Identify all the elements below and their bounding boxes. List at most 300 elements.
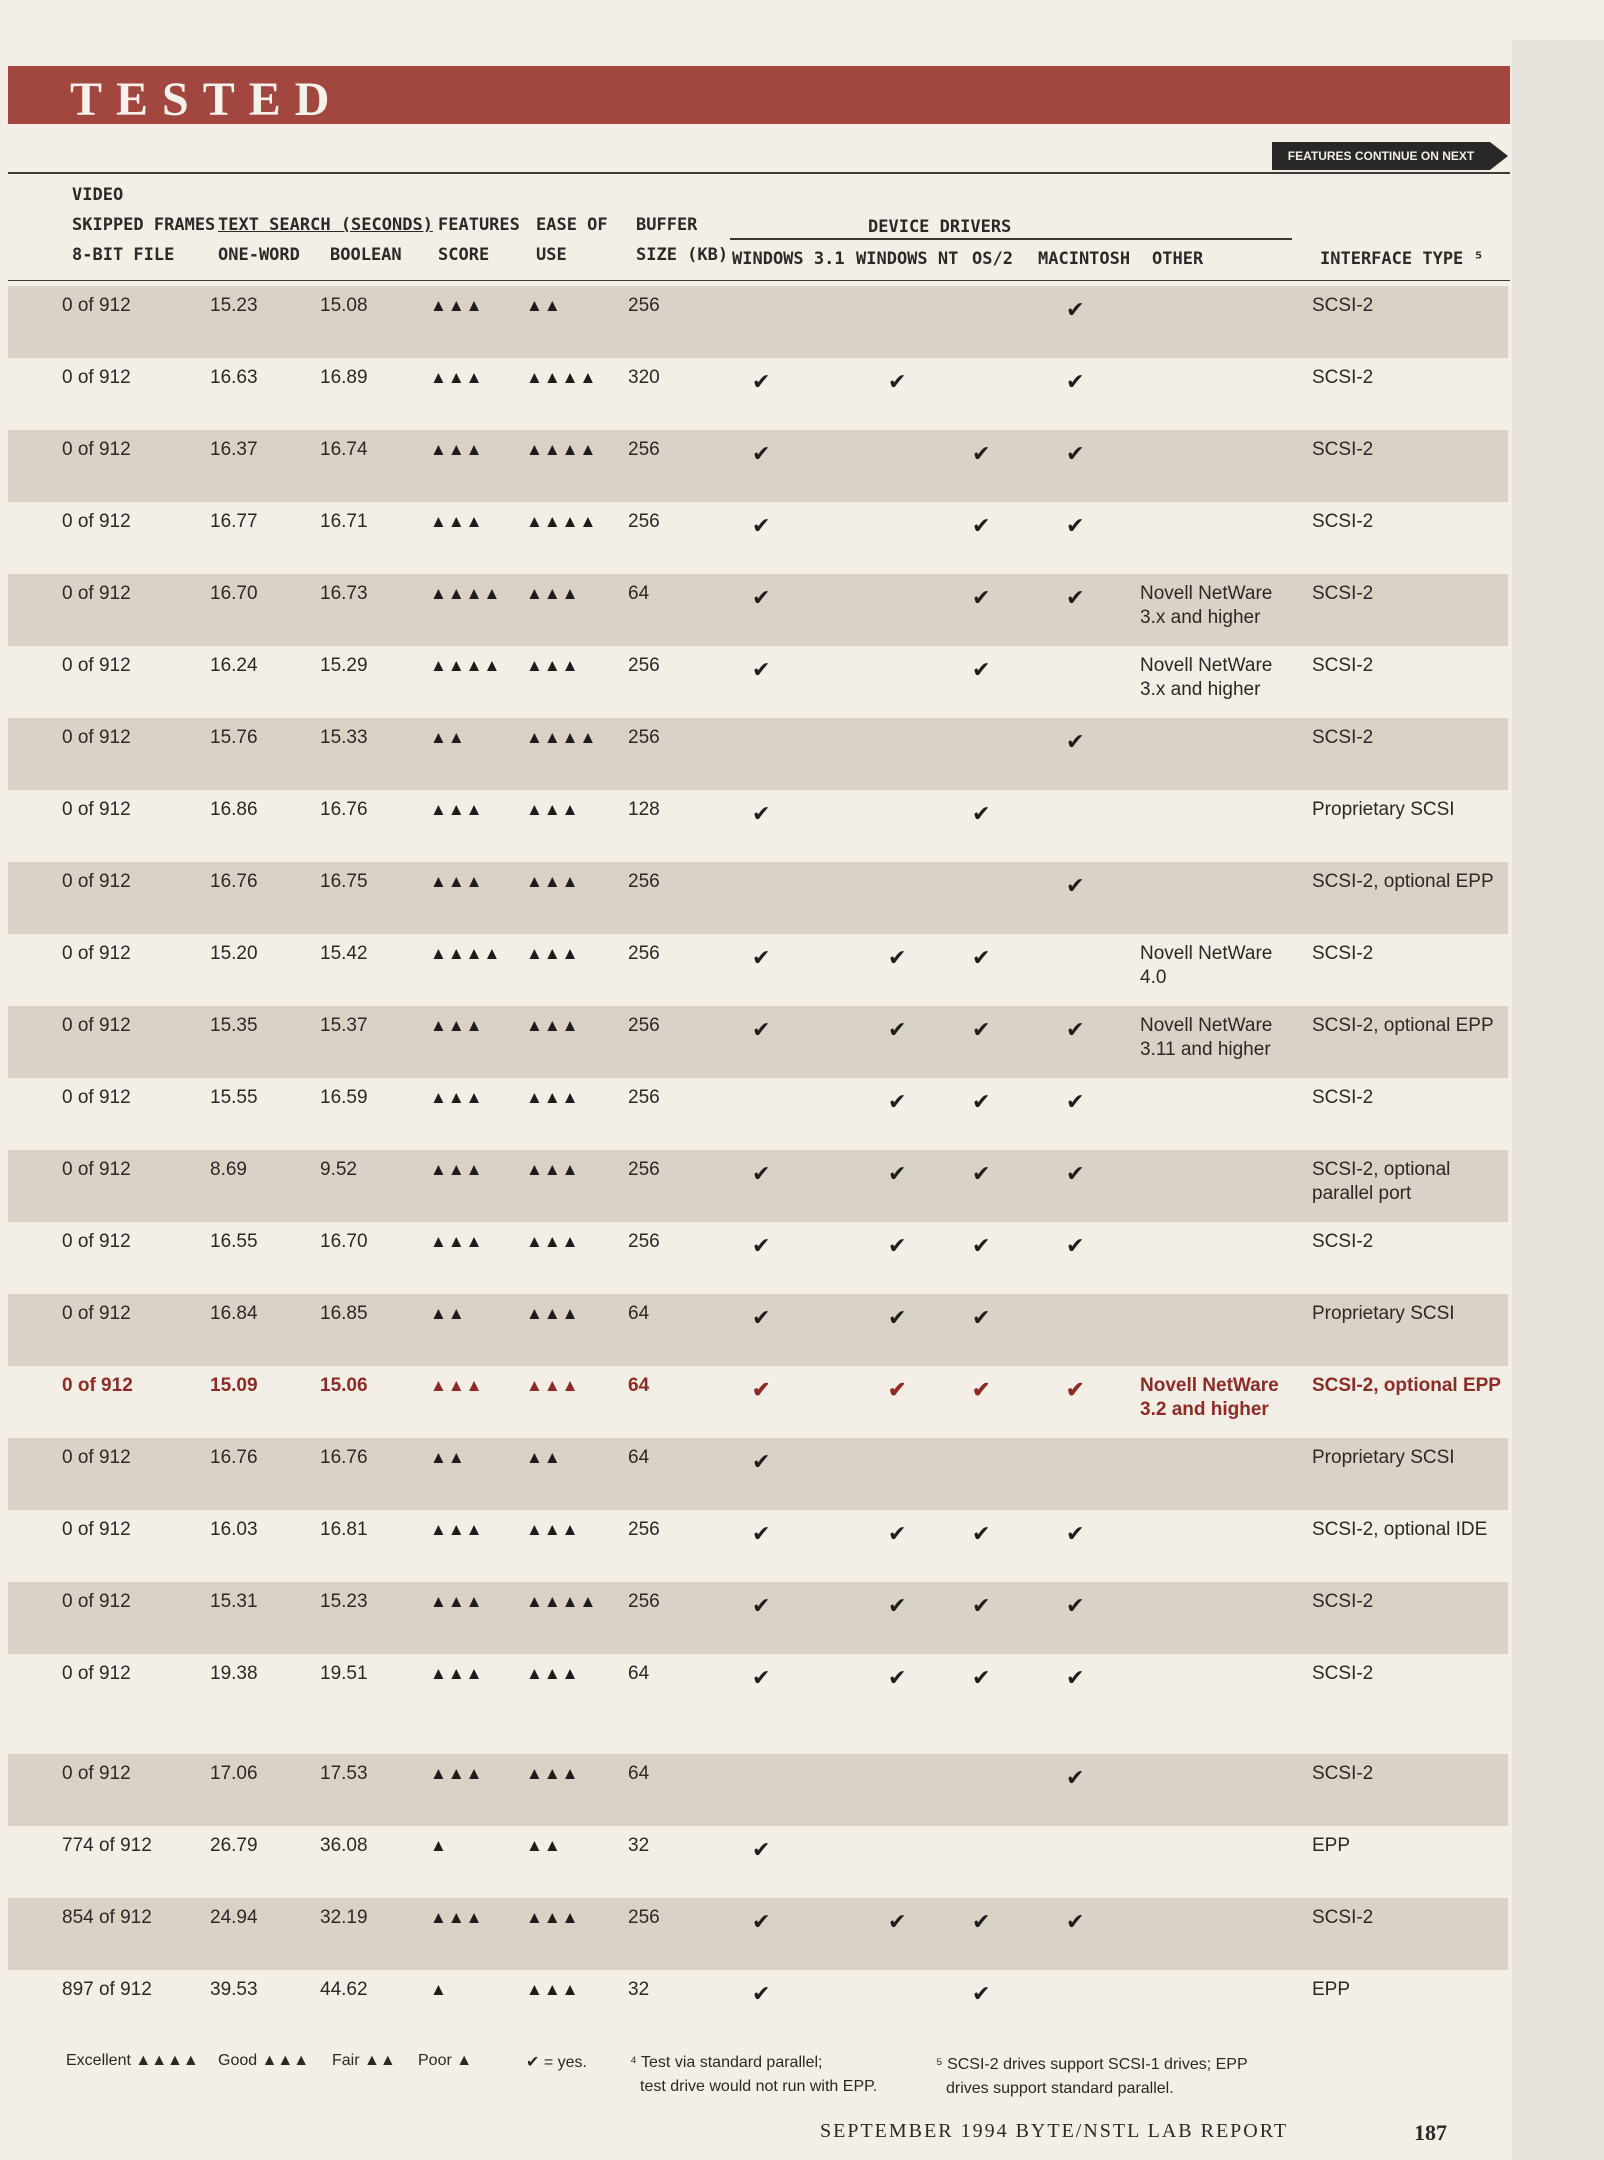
cell-buffer: 320 bbox=[628, 367, 660, 388]
cell-windows31-check: ✔ bbox=[752, 441, 771, 466]
cell-interface: SCSI-2 bbox=[1312, 295, 1374, 316]
cell-interface: SCSI-2, optional EPP bbox=[1312, 871, 1494, 892]
cell-os2-check: ✔ bbox=[972, 1089, 991, 1114]
cell-ease-rating: ▲▲▲ bbox=[526, 1016, 580, 1035]
header-top-rule bbox=[8, 172, 1510, 174]
cell-os2-check: ✔ bbox=[972, 657, 991, 682]
table-row bbox=[8, 1222, 1508, 1294]
cell-ease-rating: ▲▲▲ bbox=[526, 872, 580, 891]
cell-windows31-check: ✔ bbox=[752, 1837, 771, 1862]
cell-interface: SCSI-2 bbox=[1312, 1763, 1374, 1784]
cell-ease-rating: ▲▲ bbox=[526, 1836, 562, 1855]
cell-features-rating: ▲ bbox=[430, 1980, 448, 1999]
cell-boolean: 16.89 bbox=[320, 367, 368, 388]
cell-macintosh-check: ✔ bbox=[1066, 729, 1085, 754]
cell-windowsnt-check: ✔ bbox=[888, 1665, 907, 1690]
page-edge-strip bbox=[1512, 40, 1604, 2160]
table-row bbox=[8, 1654, 1508, 1726]
cell-buffer: 64 bbox=[628, 1447, 650, 1468]
cell-boolean: 15.42 bbox=[320, 943, 368, 964]
cell-buffer: 256 bbox=[628, 1015, 660, 1036]
cell-windowsnt-check: ✔ bbox=[888, 1377, 907, 1402]
cell-video: 0 of 912 bbox=[62, 1763, 131, 1784]
cell-boolean: 15.33 bbox=[320, 727, 368, 748]
cell-boolean: 16.74 bbox=[320, 439, 368, 460]
cell-boolean: 16.76 bbox=[320, 1447, 368, 1468]
cell-os2-check: ✔ bbox=[972, 441, 991, 466]
cell-one-word: 16.76 bbox=[210, 1447, 258, 1468]
footnote-4-line2: test drive would not run with EPP. bbox=[640, 2078, 878, 2095]
header-features-line2: SCORE bbox=[438, 245, 490, 265]
cell-windowsnt-check: ✔ bbox=[888, 945, 907, 970]
page-number: 187 bbox=[1414, 2120, 1447, 2145]
cell-windowsnt-check: ✔ bbox=[888, 1089, 907, 1114]
cell-interface: SCSI-2 bbox=[1312, 655, 1374, 676]
cell-interface: SCSI-2 bbox=[1312, 727, 1374, 748]
cell-macintosh-check: ✔ bbox=[1066, 1765, 1085, 1790]
cell-one-word: 16.84 bbox=[210, 1303, 258, 1324]
cell-buffer: 256 bbox=[628, 1519, 660, 1540]
cell-other: Novell NetWare 3.2 and higher bbox=[1140, 1375, 1279, 1420]
header-text-search-group: TEXT SEARCH (SECONDS) bbox=[218, 215, 433, 235]
cell-interface: SCSI-2 bbox=[1312, 511, 1374, 532]
arrow-right-icon bbox=[1490, 142, 1508, 170]
cell-interface: SCSI-2 bbox=[1312, 1907, 1374, 1928]
cell-boolean: 15.08 bbox=[320, 295, 368, 316]
cell-video: 0 of 912 bbox=[62, 1303, 131, 1324]
cell-interface: SCSI-2 bbox=[1312, 439, 1374, 460]
cell-one-word: 15.20 bbox=[210, 943, 258, 964]
cell-video: 0 of 912 bbox=[62, 1231, 131, 1252]
cell-features-rating: ▲▲▲ bbox=[430, 1592, 484, 1611]
cell-macintosh-check: ✔ bbox=[1066, 1593, 1085, 1618]
cell-ease-rating: ▲▲▲ bbox=[526, 944, 580, 963]
header-buffer-line2: SIZE (KB) bbox=[636, 245, 729, 265]
header-interface: INTERFACE TYPE ⁵ bbox=[1320, 249, 1484, 269]
table-row bbox=[8, 1754, 1508, 1826]
cell-os2-check: ✔ bbox=[972, 1593, 991, 1618]
cell-windowsnt-check: ✔ bbox=[888, 1593, 907, 1618]
header-video-line3: 8-BIT FILE bbox=[72, 245, 175, 265]
cell-ease-rating: ▲▲▲ bbox=[526, 1304, 580, 1323]
cell-video: 0 of 912 bbox=[62, 583, 131, 604]
cell-boolean: 44.62 bbox=[320, 1979, 368, 2000]
cell-interface: SCSI-2 bbox=[1312, 367, 1374, 388]
cell-macintosh-check: ✔ bbox=[1066, 1521, 1085, 1546]
cell-windows31-check: ✔ bbox=[752, 1377, 771, 1402]
cell-features-rating: ▲▲▲ bbox=[430, 1908, 484, 1927]
cell-buffer: 256 bbox=[628, 871, 660, 892]
cell-interface: Proprietary SCSI bbox=[1312, 1447, 1455, 1468]
header-device-drivers-group: DEVICE DRIVERS bbox=[868, 217, 1012, 237]
cell-macintosh-check: ✔ bbox=[1066, 297, 1085, 322]
cell-features-rating: ▲ bbox=[430, 1836, 448, 1855]
cell-os2-check: ✔ bbox=[972, 801, 991, 826]
cell-interface: SCSI-2 bbox=[1312, 1591, 1374, 1612]
banner-title: TESTED bbox=[70, 73, 344, 126]
cell-macintosh-check: ✔ bbox=[1066, 1377, 1085, 1402]
cell-ease-rating: ▲▲▲ bbox=[526, 1980, 580, 1999]
cell-buffer: 256 bbox=[628, 1907, 660, 1928]
cell-boolean: 15.37 bbox=[320, 1015, 368, 1036]
table-row bbox=[8, 430, 1508, 502]
cell-macintosh-check: ✔ bbox=[1066, 1909, 1085, 1934]
cell-windows31-check: ✔ bbox=[752, 657, 771, 682]
cell-macintosh-check: ✔ bbox=[1066, 1665, 1085, 1690]
page-footer: SEPTEMBER 1994 BYTE/NSTL LAB REPORT bbox=[820, 2120, 1289, 2142]
cell-features-rating: ▲▲▲▲ bbox=[430, 656, 502, 675]
cell-ease-rating: ▲▲ bbox=[526, 296, 562, 315]
cell-one-word: 16.77 bbox=[210, 511, 258, 532]
cell-os2-check: ✔ bbox=[972, 1017, 991, 1042]
cell-video: 0 of 912 bbox=[62, 1159, 131, 1180]
cell-ease-rating: ▲▲▲ bbox=[526, 1376, 580, 1395]
cell-one-word: 24.94 bbox=[210, 1907, 258, 1928]
cell-ease-rating: ▲▲▲▲ bbox=[526, 440, 598, 459]
cell-windows31-check: ✔ bbox=[752, 369, 771, 394]
table-row bbox=[8, 1970, 1508, 2042]
header-other: OTHER bbox=[1152, 249, 1204, 269]
cell-buffer: 256 bbox=[628, 1087, 660, 1108]
table-row bbox=[8, 862, 1508, 934]
cell-other: Novell NetWare 3.x and higher bbox=[1140, 655, 1273, 700]
cell-features-rating: ▲▲▲ bbox=[430, 800, 484, 819]
cell-video: 0 of 912 bbox=[62, 1087, 131, 1108]
cell-interface: SCSI-2, optional parallel port bbox=[1312, 1159, 1451, 1204]
cell-os2-check: ✔ bbox=[972, 1305, 991, 1330]
cell-windows31-check: ✔ bbox=[752, 1233, 771, 1258]
cell-buffer: 64 bbox=[628, 1375, 650, 1396]
cell-macintosh-check: ✔ bbox=[1066, 585, 1085, 610]
cell-buffer: 32 bbox=[628, 1979, 650, 2000]
cell-ease-rating: ▲▲▲ bbox=[526, 1232, 580, 1251]
cell-boolean: 15.06 bbox=[320, 1375, 368, 1396]
cell-windowsnt-check: ✔ bbox=[888, 1305, 907, 1330]
cell-os2-check: ✔ bbox=[972, 513, 991, 538]
cell-boolean: 17.53 bbox=[320, 1763, 368, 1784]
cell-one-word: 39.53 bbox=[210, 1979, 258, 2000]
legend-yes: ✔ = yes. bbox=[526, 2054, 587, 2071]
cell-ease-rating: ▲▲▲▲ bbox=[526, 368, 598, 387]
cell-os2-check: ✔ bbox=[972, 1161, 991, 1186]
cell-ease-rating: ▲▲▲ bbox=[526, 1088, 580, 1107]
cell-buffer: 256 bbox=[628, 655, 660, 676]
cell-windows31-check: ✔ bbox=[752, 1161, 771, 1186]
header-one-word: ONE-WORD bbox=[218, 245, 300, 265]
cell-boolean: 36.08 bbox=[320, 1835, 368, 1856]
cell-ease-rating: ▲▲ bbox=[526, 1448, 562, 1467]
table-row bbox=[8, 646, 1508, 718]
cell-video: 854 of 912 bbox=[62, 1907, 152, 1928]
cell-windows31-check: ✔ bbox=[752, 585, 771, 610]
cell-ease-rating: ▲▲▲ bbox=[526, 800, 580, 819]
continue-note: FEATURES CONTINUE ON NEXT PAGE bbox=[1272, 142, 1490, 170]
cell-os2-check: ✔ bbox=[972, 1521, 991, 1546]
header-ease-line2: USE bbox=[536, 245, 567, 265]
cell-buffer: 256 bbox=[628, 1159, 660, 1180]
cell-video: 0 of 912 bbox=[62, 655, 131, 676]
cell-video: 0 of 912 bbox=[62, 1375, 133, 1396]
cell-buffer: 256 bbox=[628, 727, 660, 748]
header-features-line1: FEATURES bbox=[438, 215, 520, 235]
cell-features-rating: ▲▲ bbox=[430, 728, 466, 747]
table-row bbox=[8, 1898, 1508, 1970]
footnote-4-line1: ⁴ Test via standard parallel; bbox=[630, 2054, 823, 2071]
cell-ease-rating: ▲▲▲▲ bbox=[526, 1592, 598, 1611]
table-row bbox=[8, 790, 1508, 862]
cell-other: Novell NetWare 3.11 and higher bbox=[1140, 1015, 1273, 1060]
table-row bbox=[8, 934, 1508, 1006]
footnote-5-line1: ⁵ SCSI-2 drives support SCSI-1 drives; EPP bbox=[936, 2056, 1248, 2073]
cell-ease-rating: ▲▲▲▲ bbox=[526, 728, 598, 747]
footnote-5-line2: drives support standard parallel. bbox=[946, 2080, 1174, 2097]
table-row bbox=[8, 1826, 1508, 1898]
cell-windows31-check: ✔ bbox=[752, 1593, 771, 1618]
cell-os2-check: ✔ bbox=[972, 1665, 991, 1690]
cell-interface: Proprietary SCSI bbox=[1312, 1303, 1455, 1324]
cell-boolean: 16.59 bbox=[320, 1087, 368, 1108]
cell-buffer: 256 bbox=[628, 439, 660, 460]
cell-buffer: 32 bbox=[628, 1835, 650, 1856]
cell-video: 0 of 912 bbox=[62, 295, 131, 316]
cell-ease-rating: ▲▲▲▲ bbox=[526, 512, 598, 531]
table-row bbox=[8, 1150, 1508, 1222]
cell-boolean: 16.70 bbox=[320, 1231, 368, 1252]
cell-features-rating: ▲▲▲ bbox=[430, 512, 484, 531]
cell-one-word: 15.09 bbox=[210, 1375, 258, 1396]
cell-buffer: 64 bbox=[628, 583, 650, 604]
cell-features-rating: ▲▲▲ bbox=[430, 872, 484, 891]
cell-ease-rating: ▲▲▲ bbox=[526, 1764, 580, 1783]
cell-macintosh-check: ✔ bbox=[1066, 1233, 1085, 1258]
cell-interface: SCSI-2 bbox=[1312, 583, 1374, 604]
cell-interface: SCSI-2 bbox=[1312, 1087, 1374, 1108]
cell-features-rating: ▲▲▲ bbox=[430, 1016, 484, 1035]
cell-windows31-check: ✔ bbox=[752, 1017, 771, 1042]
cell-one-word: 19.38 bbox=[210, 1663, 258, 1684]
cell-macintosh-check: ✔ bbox=[1066, 369, 1085, 394]
cell-one-word: 16.37 bbox=[210, 439, 258, 460]
cell-windowsnt-check: ✔ bbox=[888, 1017, 907, 1042]
cell-boolean: 16.81 bbox=[320, 1519, 368, 1540]
table-row bbox=[8, 1006, 1508, 1078]
header-macintosh: MACINTOSH bbox=[1038, 249, 1131, 269]
cell-buffer: 256 bbox=[628, 1591, 660, 1612]
cell-interface: Proprietary SCSI bbox=[1312, 799, 1455, 820]
header-video-line2: SKIPPED FRAMES bbox=[72, 215, 216, 235]
cell-windows31-check: ✔ bbox=[752, 945, 771, 970]
cell-ease-rating: ▲▲▲ bbox=[526, 1908, 580, 1927]
cell-video: 897 of 912 bbox=[62, 1979, 152, 2000]
header-ease-line1: EASE OF bbox=[536, 215, 608, 235]
cell-macintosh-check: ✔ bbox=[1066, 873, 1085, 898]
legend-excellent: Excellent ▲▲▲▲ bbox=[66, 2052, 199, 2069]
cell-windowsnt-check: ✔ bbox=[888, 369, 907, 394]
cell-macintosh-check: ✔ bbox=[1066, 1161, 1085, 1186]
table-row bbox=[8, 1078, 1508, 1150]
cell-one-word: 16.63 bbox=[210, 367, 258, 388]
cell-one-word: 16.86 bbox=[210, 799, 258, 820]
cell-interface: SCSI-2 bbox=[1312, 1231, 1374, 1252]
cell-video: 0 of 912 bbox=[62, 439, 131, 460]
header-windows31: WINDOWS 3.1 bbox=[732, 249, 845, 269]
cell-video: 0 of 912 bbox=[62, 727, 131, 748]
cell-windows31-check: ✔ bbox=[752, 1981, 771, 2006]
cell-interface: SCSI-2, optional EPP bbox=[1312, 1015, 1494, 1036]
header-bottom-rule bbox=[8, 280, 1510, 281]
cell-features-rating: ▲▲▲▲ bbox=[430, 584, 502, 603]
cell-buffer: 64 bbox=[628, 1763, 650, 1784]
cell-buffer: 128 bbox=[628, 799, 660, 820]
cell-one-word: 15.31 bbox=[210, 1591, 258, 1612]
cell-macintosh-check: ✔ bbox=[1066, 1089, 1085, 1114]
cell-buffer: 64 bbox=[628, 1663, 650, 1684]
cell-one-word: 26.79 bbox=[210, 1835, 258, 1856]
cell-interface: SCSI-2 bbox=[1312, 943, 1374, 964]
cell-windowsnt-check: ✔ bbox=[888, 1161, 907, 1186]
cell-ease-rating: ▲▲▲ bbox=[526, 584, 580, 603]
cell-features-rating: ▲▲▲ bbox=[430, 296, 484, 315]
cell-features-rating: ▲▲▲ bbox=[430, 1764, 484, 1783]
cell-interface: EPP bbox=[1312, 1835, 1351, 1856]
cell-features-rating: ▲▲▲ bbox=[430, 368, 484, 387]
table-row bbox=[8, 286, 1508, 358]
cell-one-word: 15.76 bbox=[210, 727, 258, 748]
cell-os2-check: ✔ bbox=[972, 1233, 991, 1258]
cell-buffer: 256 bbox=[628, 295, 660, 316]
table-row bbox=[8, 1438, 1508, 1510]
cell-windows31-check: ✔ bbox=[752, 1305, 771, 1330]
header-video-line1: VIDEO bbox=[72, 185, 124, 205]
legend-fair: Fair ▲▲ bbox=[332, 2052, 396, 2069]
table-row bbox=[8, 1582, 1508, 1654]
table-row bbox=[8, 358, 1508, 430]
cell-one-word: 16.55 bbox=[210, 1231, 258, 1252]
cell-video: 0 of 912 bbox=[62, 1519, 131, 1540]
cell-one-word: 16.03 bbox=[210, 1519, 258, 1540]
table-row bbox=[8, 1294, 1508, 1366]
table-row bbox=[8, 1366, 1508, 1438]
cell-windows31-check: ✔ bbox=[752, 1665, 771, 1690]
cell-features-rating: ▲▲▲ bbox=[430, 1376, 484, 1395]
cell-one-word: 15.23 bbox=[210, 295, 258, 316]
cell-os2-check: ✔ bbox=[972, 945, 991, 970]
cell-one-word: 16.76 bbox=[210, 871, 258, 892]
cell-one-word: 16.70 bbox=[210, 583, 258, 604]
cell-boolean: 16.73 bbox=[320, 583, 368, 604]
cell-os2-check: ✔ bbox=[972, 585, 991, 610]
cell-windows31-check: ✔ bbox=[752, 801, 771, 826]
cell-buffer: 64 bbox=[628, 1303, 650, 1324]
cell-windows31-check: ✔ bbox=[752, 1909, 771, 1934]
cell-video: 0 of 912 bbox=[62, 1591, 131, 1612]
cell-one-word: 15.55 bbox=[210, 1087, 258, 1108]
cell-features-rating: ▲▲▲ bbox=[430, 440, 484, 459]
cell-windows31-check: ✔ bbox=[752, 1521, 771, 1546]
cell-features-rating: ▲▲▲ bbox=[430, 1088, 484, 1107]
cell-windowsnt-check: ✔ bbox=[888, 1909, 907, 1934]
device-drivers-rule bbox=[730, 238, 1292, 240]
cell-features-rating: ▲▲▲ bbox=[430, 1520, 484, 1539]
cell-buffer: 256 bbox=[628, 1231, 660, 1252]
table-row bbox=[8, 718, 1508, 790]
cell-features-rating: ▲▲▲ bbox=[430, 1232, 484, 1251]
cell-windows31-check: ✔ bbox=[752, 513, 771, 538]
cell-windowsnt-check: ✔ bbox=[888, 1521, 907, 1546]
cell-video: 0 of 912 bbox=[62, 799, 131, 820]
cell-one-word: 8.69 bbox=[210, 1159, 247, 1180]
cell-boolean: 16.71 bbox=[320, 511, 368, 532]
header-boolean: BOOLEAN bbox=[330, 245, 402, 265]
cell-one-word: 16.24 bbox=[210, 655, 258, 676]
cell-features-rating: ▲▲ bbox=[430, 1448, 466, 1467]
cell-macintosh-check: ✔ bbox=[1066, 1017, 1085, 1042]
cell-os2-check: ✔ bbox=[972, 1981, 991, 2006]
legend-good: Good ▲▲▲ bbox=[218, 2052, 310, 2069]
cell-boolean: 32.19 bbox=[320, 1907, 368, 1928]
cell-interface: EPP bbox=[1312, 1979, 1351, 2000]
cell-macintosh-check: ✔ bbox=[1066, 513, 1085, 538]
cell-boolean: 15.23 bbox=[320, 1591, 368, 1612]
header-buffer-line1: BUFFER bbox=[636, 215, 698, 235]
cell-buffer: 256 bbox=[628, 943, 660, 964]
cell-video: 0 of 912 bbox=[62, 1015, 131, 1036]
cell-one-word: 17.06 bbox=[210, 1763, 258, 1784]
cell-boolean: 16.85 bbox=[320, 1303, 368, 1324]
cell-windowsnt-check: ✔ bbox=[888, 1233, 907, 1258]
cell-os2-check: ✔ bbox=[972, 1909, 991, 1934]
cell-boolean: 16.76 bbox=[320, 799, 368, 820]
table-row bbox=[8, 502, 1508, 574]
table-row bbox=[8, 574, 1508, 646]
section-banner bbox=[8, 66, 1510, 124]
cell-one-word: 15.35 bbox=[210, 1015, 258, 1036]
cell-features-rating: ▲▲▲ bbox=[430, 1664, 484, 1683]
cell-other: Novell NetWare 4.0 bbox=[1140, 943, 1273, 988]
cell-video: 0 of 912 bbox=[62, 871, 131, 892]
cell-boolean: 16.75 bbox=[320, 871, 368, 892]
cell-features-rating: ▲▲ bbox=[430, 1304, 466, 1323]
cell-video: 774 of 912 bbox=[62, 1835, 152, 1856]
cell-ease-rating: ▲▲▲ bbox=[526, 1664, 580, 1683]
legend-poor: Poor ▲ bbox=[418, 2052, 473, 2069]
cell-features-rating: ▲▲▲ bbox=[430, 1160, 484, 1179]
cell-video: 0 of 912 bbox=[62, 511, 131, 532]
cell-boolean: 15.29 bbox=[320, 655, 368, 676]
header-windowsnt: WINDOWS NT bbox=[856, 249, 959, 269]
cell-interface: SCSI-2, optional IDE bbox=[1312, 1519, 1488, 1540]
cell-ease-rating: ▲▲▲ bbox=[526, 1160, 580, 1179]
cell-video: 0 of 912 bbox=[62, 367, 131, 388]
cell-buffer: 256 bbox=[628, 511, 660, 532]
cell-os2-check: ✔ bbox=[972, 1377, 991, 1402]
cell-interface: SCSI-2 bbox=[1312, 1663, 1374, 1684]
cell-video: 0 of 912 bbox=[62, 943, 131, 964]
cell-macintosh-check: ✔ bbox=[1066, 441, 1085, 466]
cell-video: 0 of 912 bbox=[62, 1663, 131, 1684]
header-os2: OS/2 bbox=[972, 249, 1013, 269]
table-row bbox=[8, 1510, 1508, 1582]
cell-other: Novell NetWare 3.x and higher bbox=[1140, 583, 1273, 628]
cell-features-rating: ▲▲▲▲ bbox=[430, 944, 502, 963]
cell-windows31-check: ✔ bbox=[752, 1449, 771, 1474]
cell-boolean: 9.52 bbox=[320, 1159, 357, 1180]
cell-ease-rating: ▲▲▲ bbox=[526, 656, 580, 675]
cell-boolean: 19.51 bbox=[320, 1663, 368, 1684]
cell-video: 0 of 912 bbox=[62, 1447, 131, 1468]
cell-interface: SCSI-2, optional EPP bbox=[1312, 1375, 1501, 1396]
cell-ease-rating: ▲▲▲ bbox=[526, 1520, 580, 1539]
